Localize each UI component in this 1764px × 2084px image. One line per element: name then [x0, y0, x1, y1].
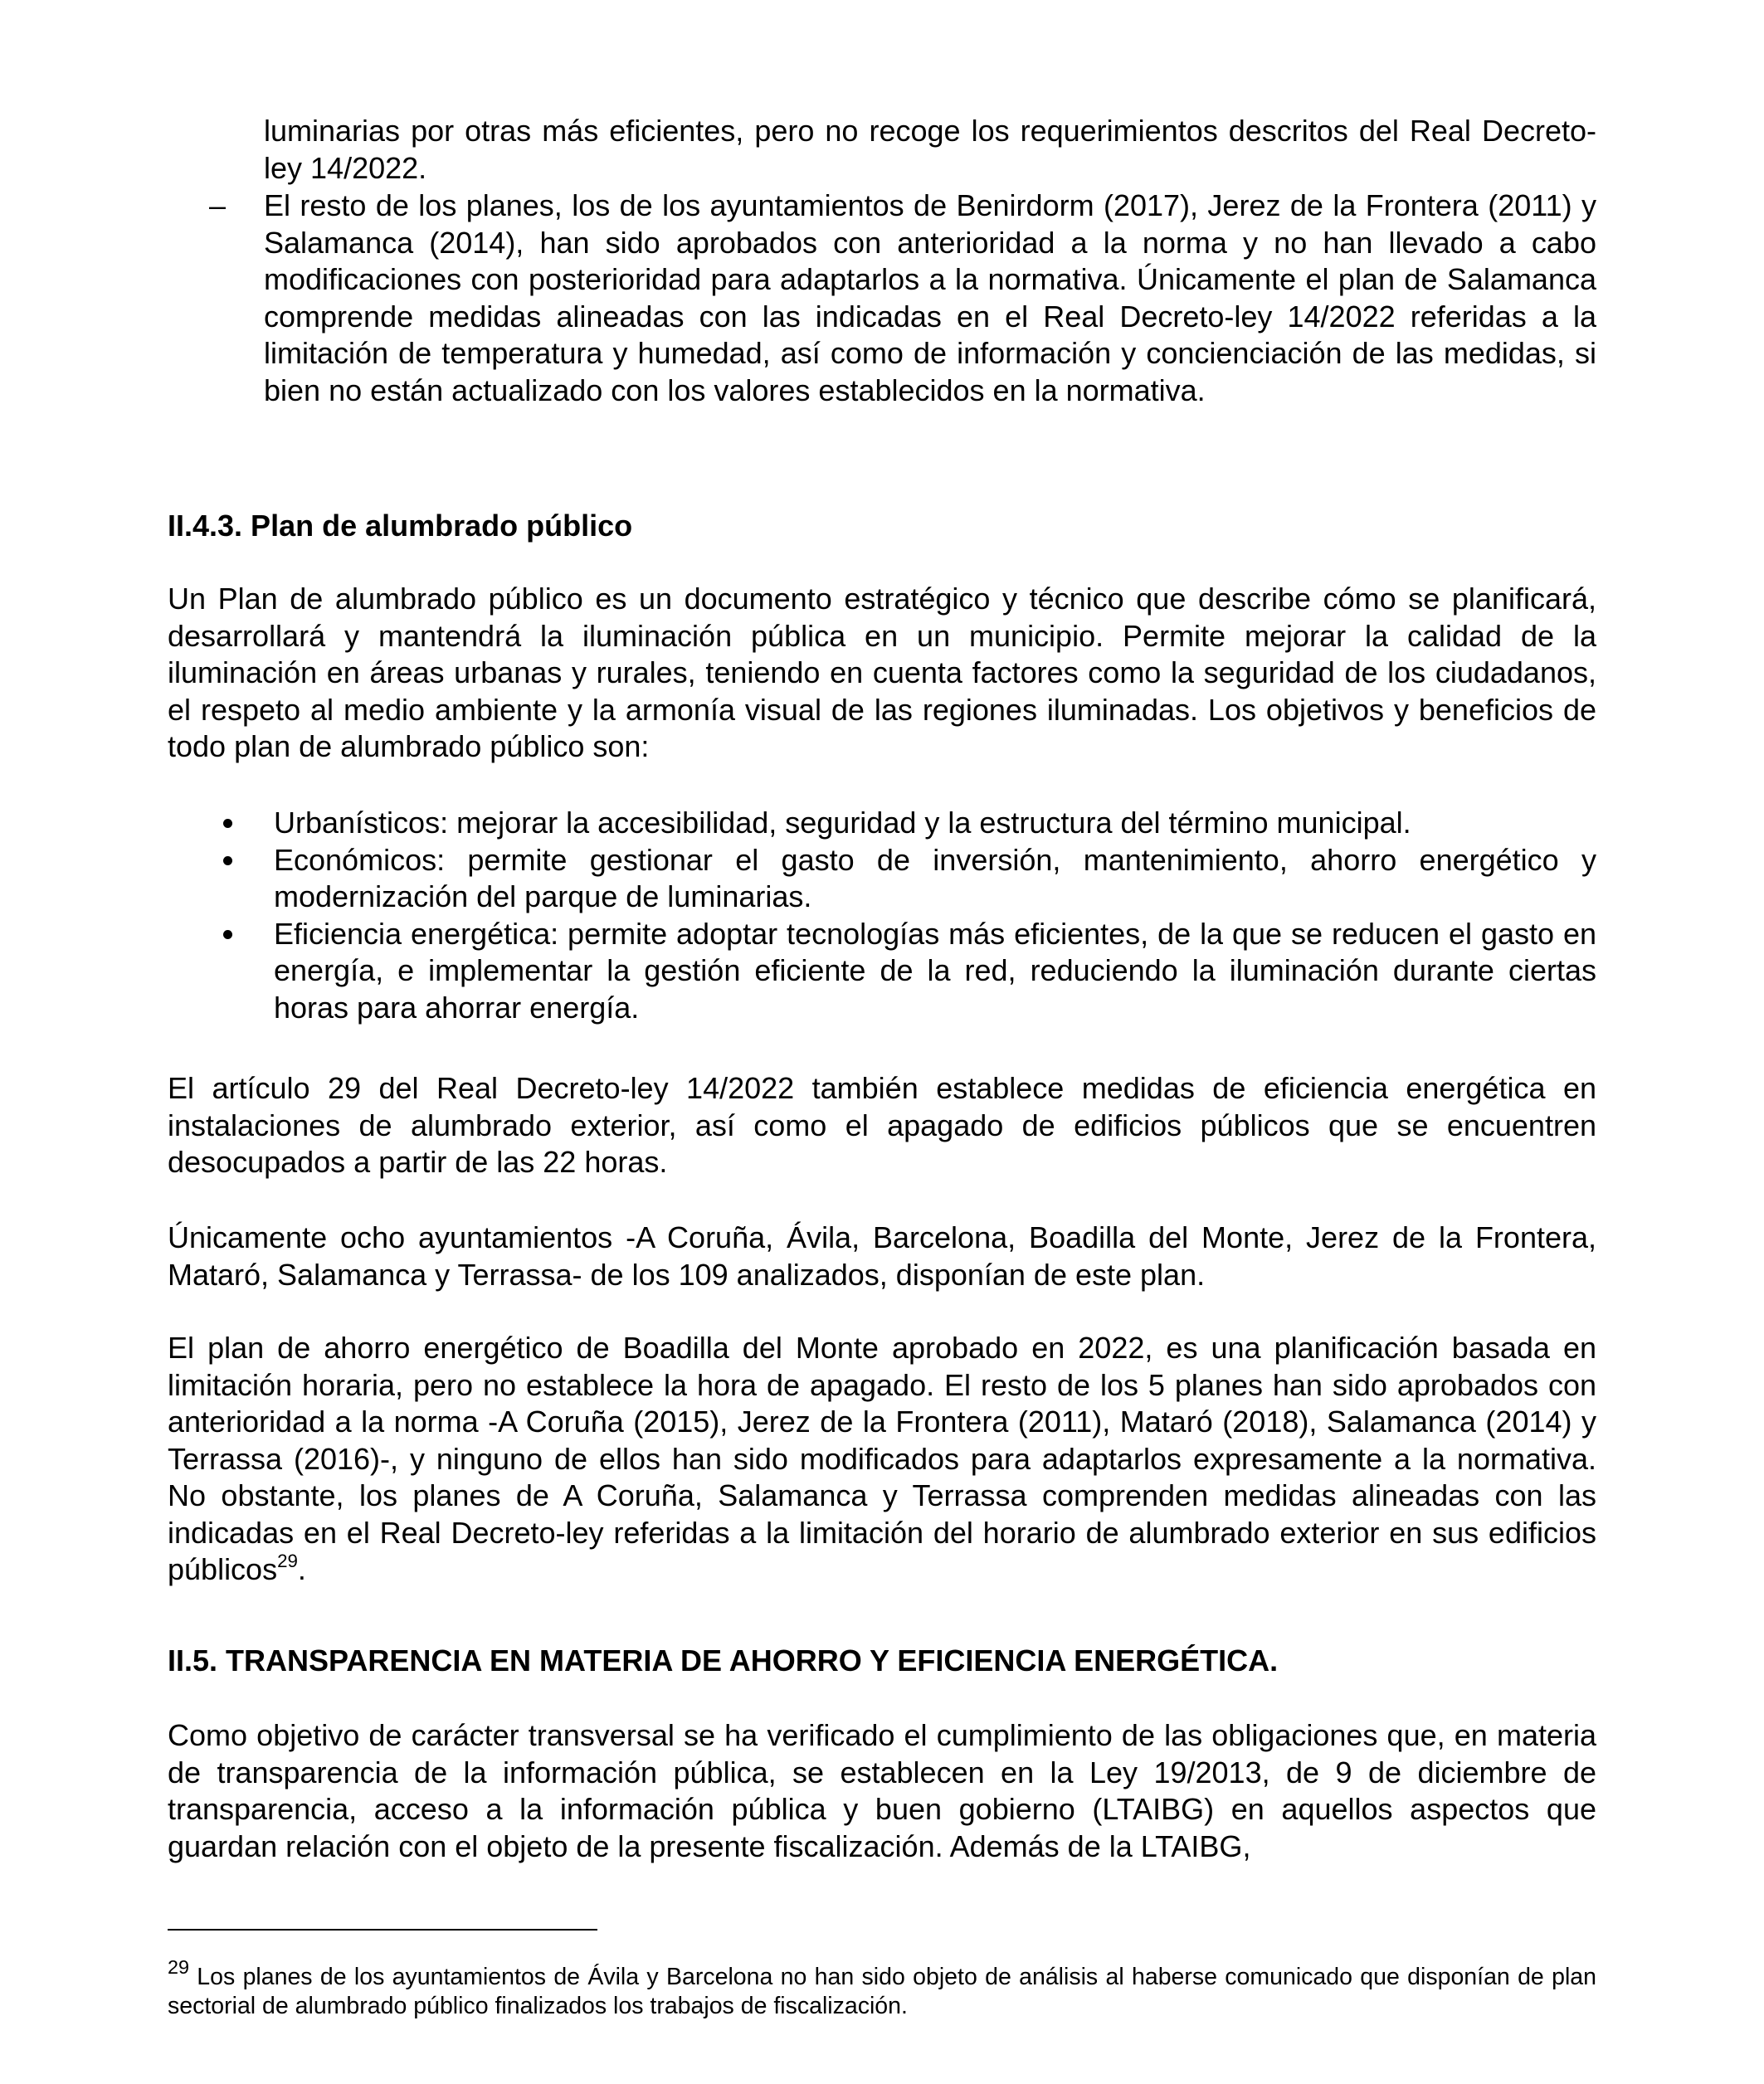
- list-item: [168, 916, 1596, 1027]
- paragraph-transparencia: Como objetivo de carácter transversal se ha verificado el cumplimiento de las obligaciones que, en materia de transparencia de la información pública, se establecen en la Ley 19/2013, de 9 de diciembre de transparencia, acceso a la información pública y buen gobierno (LTAIBG) en aquellos aspectos que guardan relación con el objeto de la presente fiscalización. Además de la LTAIBG,: [168, 1718, 1596, 1863]
- list-item: [168, 805, 1596, 842]
- list-item: [168, 842, 1596, 916]
- footnote-number: 29: [168, 1956, 189, 1979]
- list-item-text: Económicos: permite gestionar el gasto de inversión, mantenimiento, ahorro energético y modernización del parque de luminarias.: [274, 842, 1596, 913]
- paragraph-article-29: El artículo 29 del Real Decreto-ley 14/2022 también establece medidas de eficiencia energética en instalaciones de alumbrado exterior, así como el apagado de edificios públicos que se encuentren desocupados a partir de las 22 horas.: [168, 1071, 1596, 1179]
- continuation-paragraph: luminarias por otras más eficientes, pero no recoge los requerimientos descritos del Real Decreto-ley 14/2022.: [264, 114, 1596, 185]
- bullet-icon: [223, 930, 232, 939]
- dash-list-item: [168, 187, 1596, 409]
- section-heading-transparencia: II.5. TRANSPARENCIA EN MATERIA DE AHORRO Y EFICIENCIA ENERGÉTICA.: [168, 1643, 1279, 1677]
- bullet-icon: [223, 856, 232, 865]
- section-heading-plan-alumbrado: II.4.3. Plan de alumbrado público: [168, 509, 633, 543]
- dash-item-text: El resto de los planes, los de los ayuntamientos de Benirdorm (2017), Jerez de la Frontera (2011) y Salamanca (2014), han sido aprobados con anterioridad a la norma y no han llevado a cabo modificaciones con posterioridad para adaptarlos a la normativa. Únicamente el plan de Salamanca comprende medidas alineadas con las indicadas en el Real Decreto-ley 14/2022 referidas a la limitación de temperatura y humedad, así como de información y concienciación de las medidas, si bien no están actualizado con los valores establecidos en la normativa.: [264, 188, 1596, 407]
- document-page: [168, 0, 1596, 2084]
- bullet-icon: [223, 819, 232, 828]
- footnote-reference[interactable]: 29: [277, 1550, 298, 1571]
- paragraph-eight-councils: Únicamente ocho ayuntamientos -A Coruña, Ávila, Barcelona, Boadilla del Monte, Jerez de la Frontera, Mataró, Salamanca y Terrassa- de los 109 analizados, disponían de este plan.: [168, 1220, 1596, 1292]
- footnote: [168, 1956, 1596, 2021]
- paragraph-boadilla-text: El plan de ahorro energético de Boadilla del Monte aprobado en 2022, es una planificación basada en limitación horaria, pero no establece la hora de apagado. El resto de los 5 planes han sido aprobados con anterioridad a la norma -A Coruña (2015), Jerez de la Frontera (2011), Mataró (2018), Salamanca (2014) y Terrassa (2016)-, y ninguno de ellos han sido modificados para adaptarlos expresamente a la normativa. No obstante, los planes de A Coruña, Salamanca y Terrassa comprenden medidas alineadas con las indicadas en el Real Decreto-ley referidas a la limitación del horario de alumbrado exterior en sus edificios públicos: [168, 1331, 1596, 1586]
- footnote-text: Los planes de los ayuntamientos de Ávila y Barcelona no han sido objeto de análisis al haberse comunicado que disponían de plan sectorial de alumbrado público finalizados los trabajos de fiscalización.: [168, 1964, 1596, 2019]
- paragraph-plan-intro: Un Plan de alumbrado público es un documento estratégico y técnico que describe cómo se planificará, desarrollará y mantendrá la iluminación pública en un municipio. Permite mejorar la calidad de la iluminación en áreas urbanas y rurales, teniendo en cuenta factores como la seguridad de los ciudadanos, el respeto al medio ambiente y la armonía visual de las regiones iluminadas. Los objetivos y beneficios de todo plan de alumbrado público son:: [168, 582, 1596, 763]
- paragraph-boadilla-end: .: [297, 1552, 306, 1586]
- dash-bullet-icon: –: [209, 188, 227, 222]
- paragraph-boadilla: [168, 1330, 1596, 1589]
- list-item-text: Eficiencia energética: permite adoptar tecnologías más eficientes, de la que se reducen el gasto en energía, e implementar la gestión eficiente de la red, reduciendo la iluminación durante ciertas horas para ahorrar energía.: [274, 916, 1596, 1025]
- list-item-text: Urbanísticos: mejorar la accesibilidad, seguridad y la estructura del término municipal.: [274, 806, 1411, 840]
- footnote-divider: [168, 1929, 597, 1931]
- benefits-list: [168, 805, 1596, 1026]
